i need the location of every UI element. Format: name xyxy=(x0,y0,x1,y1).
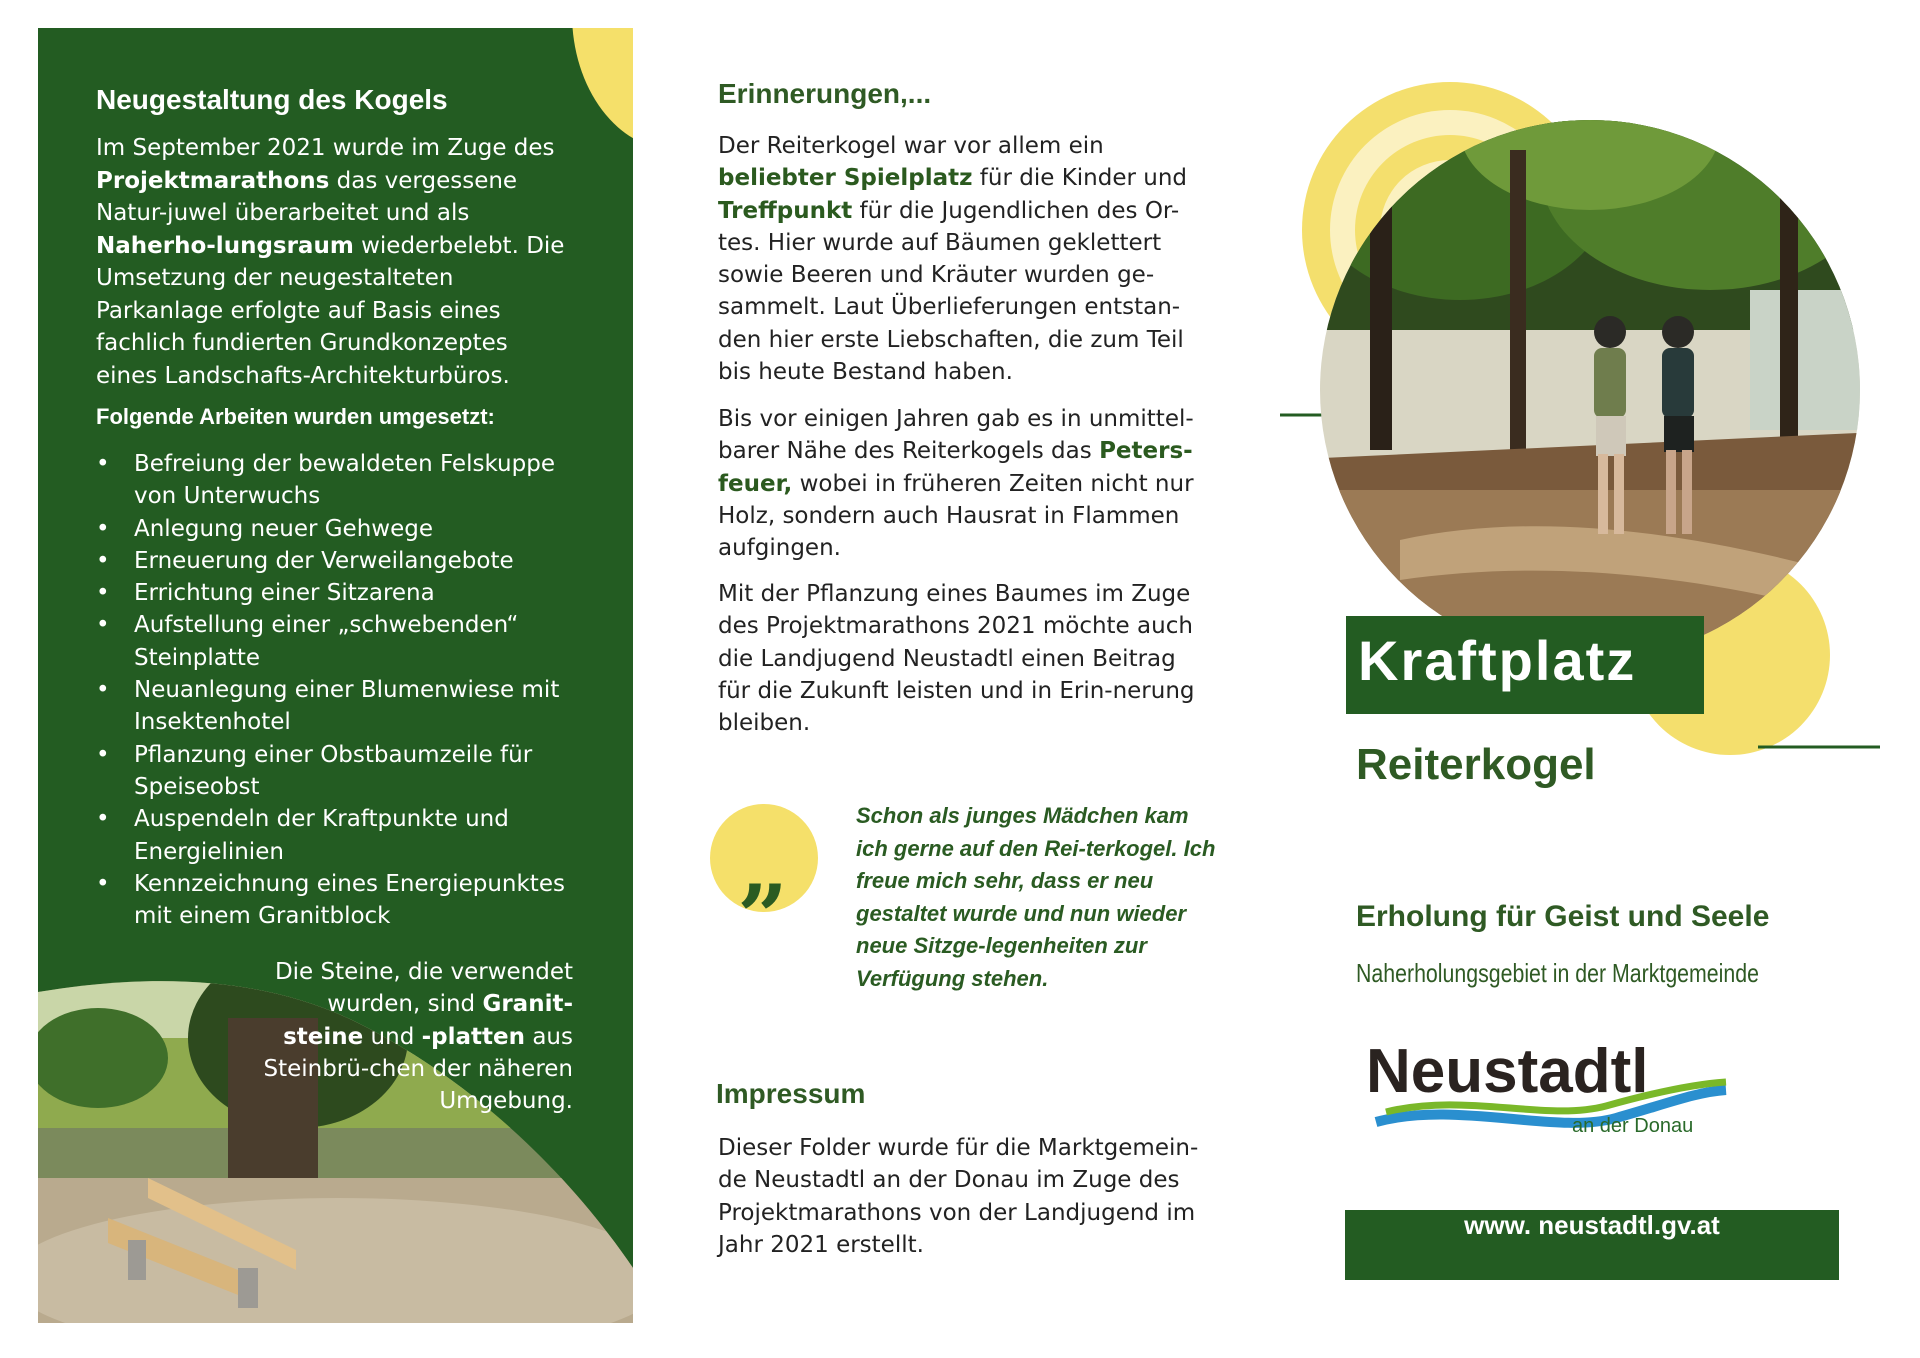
memories-paragraph-2: Bis vor einigen Jahren gab es in unmittel-barer Nähe des Reiterkogels das Peters-feuer, wobei in früheren Zeiten nicht nur Holz, sondern auch Hausrat in Flammen aufgingen. xyxy=(718,406,1194,562)
left-heading: Neugestaltung des Kogels xyxy=(96,84,448,115)
url-box[interactable] xyxy=(1345,1210,1839,1280)
impressum-text: Dieser Folder wurde für die Marktgemein-de Neustadtl an der Donau im Zuge des Projektmarathons von der Landjugend im Jahr 2021 erstellt. xyxy=(718,1135,1199,1258)
memories-paragraph-1: Der Reiterkogel war vor allem ein beliebter Spielplatz für die Kinder und Treffpunkt für die Jugendlichen des Or-tes. Hier wurde auf Bäumen geklettert sowie Beeren und Kräuter wurden ge-sammelt. Laut Überlieferungen entstan-den hier erste Liebschaften, die zum Teil bis heute Bestand haben. xyxy=(718,133,1188,386)
neustadtl-logo xyxy=(1366,1030,1736,1140)
works-list-item: • Neuanlegung einer Blumenwiese mit Insektenhotel xyxy=(96,674,586,739)
works-list-item: • Aufstellung einer „schwebenden“ Steinplatte xyxy=(96,609,586,674)
works-list-item: • Pflanzung einer Obstbaumzeile für Speiseobst xyxy=(96,739,586,804)
quote-text: Schon als junges Mädchen kam ich gerne auf den Rei-terkogel. Ich freue mich sehr, dass er neu gestaltet wurde und nun wieder neue Sitzge-legenheiten zur Verfügung stehen. xyxy=(856,803,1216,991)
quote-icon: „ xyxy=(738,814,790,918)
left-intro-text: Im September 2021 wurde im Zuge des Projektmarathons das vergessene Natur-juwel überarbeitet und als Naherho-lungsraum wiederbelebt. Die Umsetzung der neugestalteten Parkanlage erfolgte auf Basis eines fachlich fundierten Grundkonzeptes eines Landschafts-Architekturbüros. xyxy=(96,135,565,389)
memories-paragraph-3: Mit der Pflanzung eines Baumes im Zuge des Projektmarathons 2021 möchte auch die Landjugend Neustadtl einen Beitrag für die Zukunft leisten und in Erin-nerung bleiben. xyxy=(718,581,1195,737)
works-list-item: • Anlegung neuer Gehwege xyxy=(96,513,586,545)
quote-circle xyxy=(710,804,818,918)
impressum-title: Impressum xyxy=(716,1078,866,1109)
left-panel xyxy=(38,28,633,1323)
memories-title: Erinnerungen,... xyxy=(718,78,932,109)
logo-main-text: Neustadtl xyxy=(1366,1037,1649,1106)
website-link[interactable]: www. neustadtl.gv.at xyxy=(1464,1210,1720,1240)
page-subtitle: Reiterkogel xyxy=(1356,740,1596,789)
works-list-item: • Kennzeichnung eines Energiepunktes mit einem Granitblock xyxy=(96,868,586,933)
works-list-item: • Erneuerung der Verweilangebote xyxy=(96,545,586,577)
logo-sub-text: an der Donau xyxy=(1572,1115,1694,1137)
works-heading: Folgende Arbeiten wurden umgesetzt: xyxy=(96,404,495,429)
works-list xyxy=(96,448,586,932)
region-line: Naherholungsgebiet in der Marktgemeinde xyxy=(1356,958,1759,988)
stones-text: Die Steine, die verwendet wurden, sind Granit-steine und -platten aus Steinbrü-chen der näheren Umgebung. xyxy=(263,959,573,1115)
yellow-decor-circle xyxy=(572,28,633,150)
tagline: Erholung für Geist und Seele xyxy=(1356,900,1770,933)
works-list-item: • Befreiung der bewaldeten Felskuppe von Unterwuchs xyxy=(96,448,586,513)
works-list-item: • Errichtung einer Sitzarena xyxy=(96,577,586,609)
page-title: Kraftplatz xyxy=(1358,629,1637,692)
works-list-item: • Auspendeln der Kraftpunkte und Energielinien xyxy=(96,803,586,868)
